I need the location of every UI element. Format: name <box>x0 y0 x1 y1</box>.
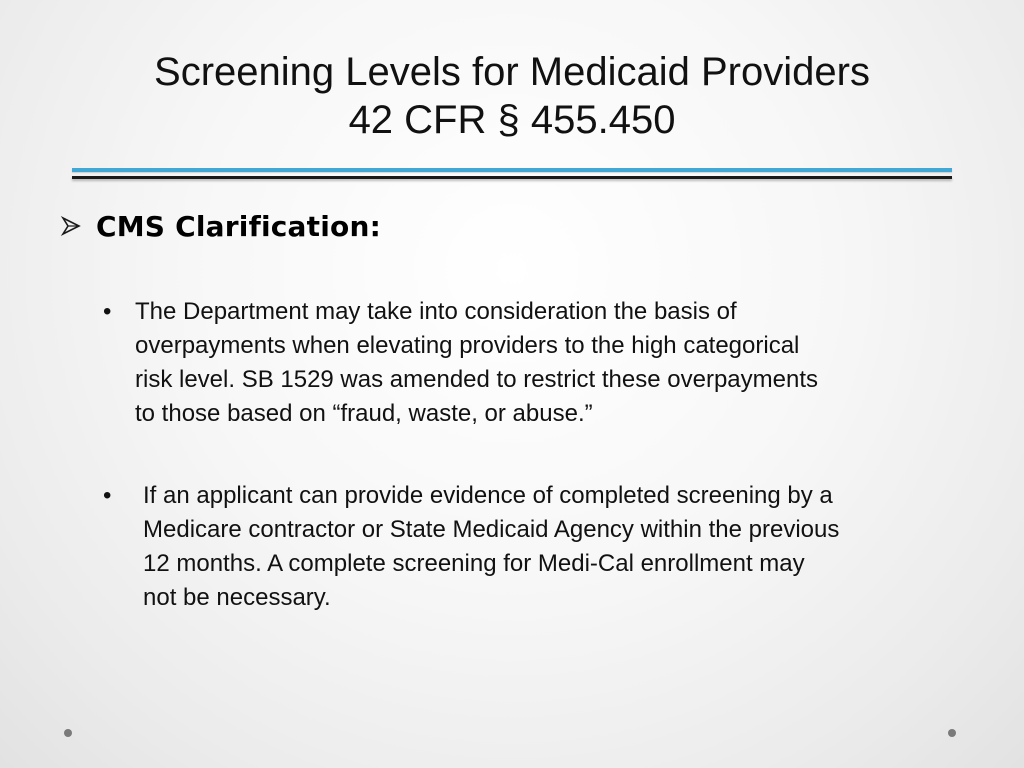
decorative-dot-left <box>64 729 72 737</box>
slide-title-line-2: 42 CFR § 455.450 <box>348 98 676 142</box>
bullet-marker: • <box>103 298 112 325</box>
bullet-marker: • <box>103 482 112 509</box>
slide-title <box>0 48 1024 144</box>
bullet-text-2: If an applicant can provide evidence of completed screening by a Medicare contractor or State Medicaid Agency within the previous 12 months. A complete screening for Medi-Cal enrollment may not be necessary. <box>143 482 840 611</box>
bullet-item-1 <box>103 295 983 431</box>
arrow-bullet-icon <box>60 215 82 237</box>
title-divider-accent <box>72 168 952 172</box>
title-divider-dark <box>72 176 952 179</box>
slide-title-line-1: Screening Levels for Medicaid Providers <box>154 50 870 94</box>
section-heading: CMS Clarification: <box>96 209 381 243</box>
bullet-item-2 <box>103 479 983 615</box>
bullet-text-1: The Department may take into consideration the basis of overpayments when elevating providers to the high categorical risk level. SB 1529 was amended to restrict these overpayments to those based on “fraud, waste, or abuse.” <box>135 298 818 427</box>
section-heading-row <box>60 208 381 244</box>
decorative-dot-right <box>948 729 956 737</box>
